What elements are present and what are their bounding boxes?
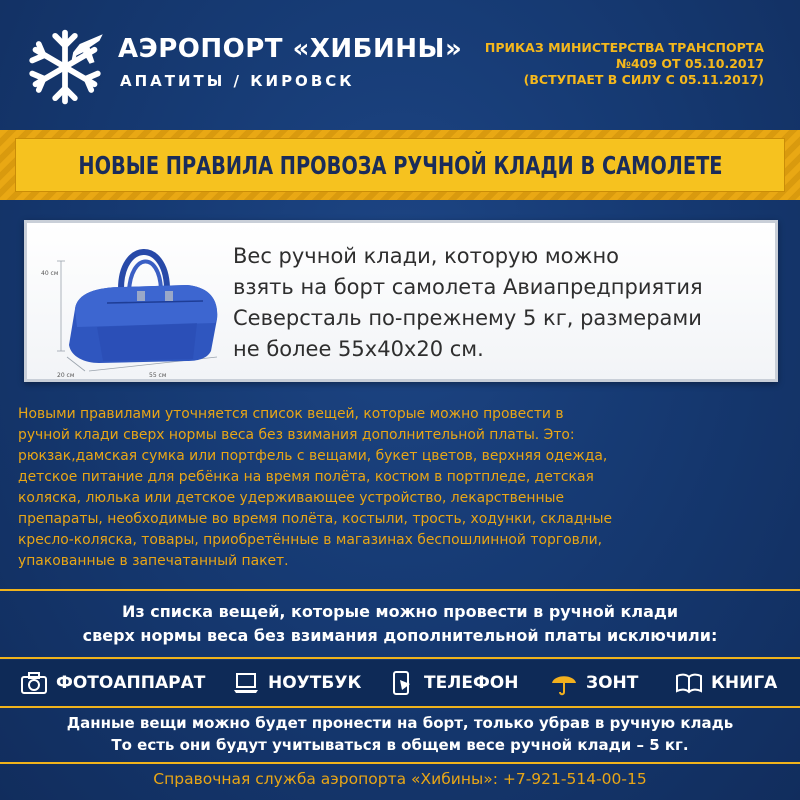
phone-icon	[388, 670, 416, 696]
excluded-item-label: ТЕЛЕФОН	[424, 673, 519, 693]
divider	[0, 762, 800, 764]
handbag-image	[37, 231, 227, 377]
card-text-line: Вес ручной клади, которую можно	[233, 244, 620, 268]
laptop-icon	[232, 670, 260, 696]
excluded-item-umbrella	[550, 670, 638, 696]
order-line: (ВСТУПАЕТ В СИЛУ С 05.11.2017)	[523, 72, 764, 87]
excluded-item-label: КНИГА	[711, 673, 778, 693]
excluded-item-label: ЗОНТ	[586, 673, 639, 693]
paragraph-line: упакованные в запечатанный пакет.	[18, 553, 289, 569]
info-card	[24, 220, 778, 382]
excluded-heading-line: сверх нормы веса без взимания дополнительной платы исключили:	[82, 626, 718, 645]
order-reference	[444, 40, 764, 88]
airport-name: АЭРОПОРТ «ХИБИНЫ»	[118, 34, 463, 64]
bag-width-label: 55 см	[149, 372, 167, 377]
excluded-item-laptop	[232, 670, 361, 696]
excluded-heading-line: Из списка вещей, которые можно провести в ручной клади	[121, 602, 679, 621]
paragraph-line: детское питание для ребёнка на время полёта, костюм в портпледе, детская	[18, 469, 594, 485]
excluded-item-book	[675, 670, 777, 696]
card-text-line: Северсталь по-прежнему 5 кг, размерами	[233, 306, 702, 330]
note-line: То есть они будут учитываться в общем весе ручной клади – 5 кг.	[111, 736, 689, 754]
excluded-item-camera	[20, 670, 205, 696]
title-plate	[15, 138, 785, 192]
umbrella-icon	[550, 670, 578, 696]
airport-city: АПАТИТЫ / КИРОВСК	[120, 72, 355, 90]
paragraph-line: рюкзак,дамская сумка или портфель с вещами, букет цветов, верхняя одежда,	[18, 448, 608, 464]
snowflake-airplane-icon	[24, 26, 106, 108]
rules-paragraph	[18, 404, 788, 572]
divider	[0, 657, 800, 659]
card-text-line: взять на борт самолета Авиапредприятия	[233, 275, 703, 299]
title-banner	[0, 130, 800, 200]
excluded-item-phone	[388, 670, 518, 696]
footer-contact: Справочная служба аэропорта «Хибины»: +7-921-514-00-15	[153, 770, 647, 788]
bag-depth-label: 20 см	[57, 372, 75, 377]
excluded-item-label: НОУТБУК	[268, 673, 362, 693]
header	[0, 0, 800, 128]
note	[0, 712, 800, 756]
page-title: НОВЫЕ ПРАВИЛА ПРОВОЗА РУЧНОЙ КЛАДИ В САМОЛЕТЕ	[77, 150, 723, 180]
excluded-heading	[0, 600, 800, 648]
excluded-item-label: ФОТОАППАРАТ	[56, 673, 206, 693]
paragraph-line: препараты, необходимые во время полёта, костыли, трость, ходунки, складные	[18, 511, 613, 527]
order-line: №409 ОТ 05.10.2017	[615, 56, 764, 71]
book-icon	[675, 670, 703, 696]
paragraph-line: кресло-коляска, товары, приобретённые в магазинах беспошлинной торговли,	[18, 532, 603, 548]
bag-height-label: 40 см	[41, 270, 59, 277]
divider	[0, 589, 800, 591]
paragraph-line: Новыми правилами уточняется список вещей, которые можно провести в	[18, 406, 564, 422]
divider	[0, 706, 800, 708]
paragraph-line: коляска, люлька или детское удерживающее устройство, лекарственные	[18, 490, 565, 506]
note-line: Данные вещи можно будет пронести на борт, только убрав в ручную кладь	[66, 714, 734, 732]
card-text	[233, 241, 773, 365]
paragraph-line: ручной клади сверх нормы веса без взимания дополнительной платы. Это:	[18, 427, 575, 443]
order-line: ПРИКАЗ МИНИСТЕРСТВА ТРАНСПОРТА	[484, 40, 764, 55]
card-text-line: не более 55х40х20 см.	[233, 337, 484, 361]
excluded-items	[0, 660, 800, 706]
camera-icon	[20, 670, 48, 696]
